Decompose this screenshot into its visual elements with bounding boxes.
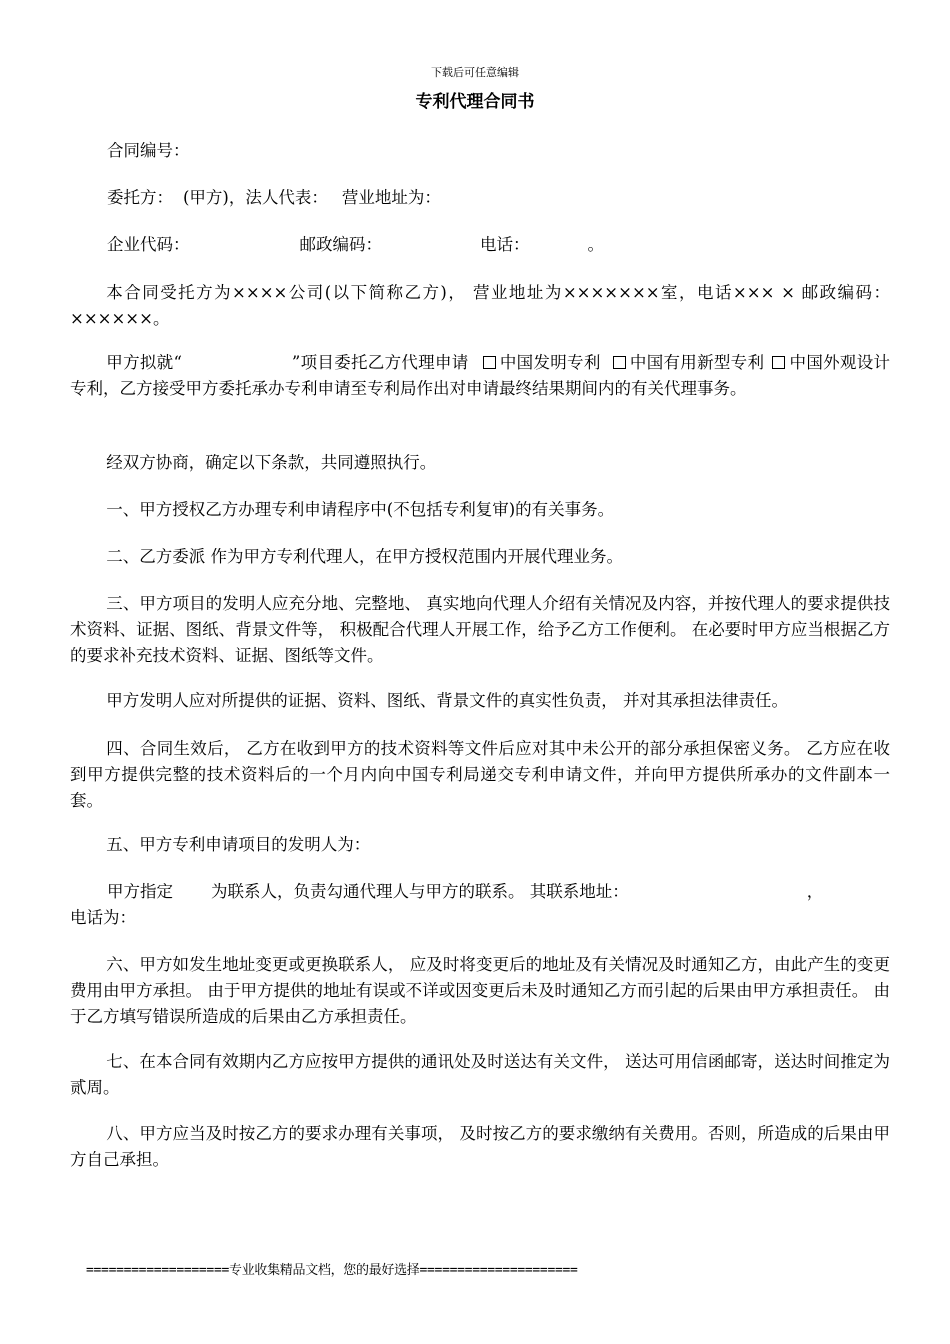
legal-rep-label: (甲方)，法人代表： bbox=[183, 188, 328, 207]
project-paragraph bbox=[70, 350, 890, 402]
page-title: 专利代理合同书 bbox=[415, 92, 535, 112]
clause-8: 八、甲方应当及时按乙方的要求办理有关事项， 及时按乙方的要求缴纳有关费用。否则，所造成的后果由甲方自己承担。 bbox=[70, 1124, 890, 1169]
negotiate-paragraph: 经双方协商，确定以下条款，共同遵照执行。 bbox=[106, 453, 437, 472]
project-text-1: 甲方拟就“ bbox=[106, 353, 182, 372]
contact-line bbox=[107, 879, 823, 905]
clause-2: 二、乙方委派 作为甲方专利代理人，在甲方授权范围内开展代理业务。 bbox=[106, 547, 624, 566]
clause-3-supplement: 甲方发明人应对所提供的证据、资料、图纸、背景文件的真实性负责， 并对其承担法律责任。 bbox=[106, 691, 789, 710]
clause-1: 一、甲方授权乙方办理专利申请程序中(不包括专利复审)的有关事务。 bbox=[106, 500, 615, 519]
design-option-label: 中国外观设计专利，乙方接受甲方委托承办专利申请至专利局作出对申请最终结果期间内的有关代理事务。 bbox=[70, 353, 891, 398]
clause-7: 七、在本合同有效期内乙方应按甲方提供的通讯处及时送达有关文件， 送达可用信函邮寄，送达时间推定为贰周。 bbox=[70, 1052, 890, 1097]
contact-text-2: 为联系人，负责勾通代理人与甲方的联系。 其联系地址： bbox=[211, 882, 629, 901]
contact-phone-line bbox=[70, 905, 136, 931]
contract-number-label: 合同编号： bbox=[107, 141, 190, 160]
invention-option-label: 中国发明专利 bbox=[499, 353, 601, 372]
period-mark: 。 bbox=[587, 235, 604, 254]
code-line bbox=[107, 232, 604, 258]
design-checkbox[interactable] bbox=[772, 356, 785, 369]
postal-code-label: 邮政编码： bbox=[299, 235, 382, 254]
clause-5: 五、甲方专利申请项目的发明人为： bbox=[106, 835, 371, 854]
phone-label: 电话： bbox=[480, 235, 530, 254]
agent-paragraph: 本合同受托方为××××公司(以下简称乙方)， 营业地址为×××××××室，电话××× × 邮政编码：××××××。 bbox=[70, 283, 890, 328]
header-note: 下载后可任意编辑 bbox=[431, 66, 519, 79]
clause-4: 四、合同生效后， 乙方在收到甲方的技术资料等文件后应对其中未公开的部分承担保密义务。 乙方应在收到甲方提供完整的技术资料后的一个月内向中国专利局递交专利申请文件，并向甲方提供所承办的文件副本一套。 bbox=[70, 739, 890, 810]
utility-model-option-label: 中国有用新型专利 bbox=[629, 353, 765, 372]
footer-banner: ===================专业收集精品文档，您的最好选择===================== bbox=[86, 1263, 578, 1278]
clause-3: 三、甲方项目的发明人应充分地、完整地、 真实地向代理人介绍有关情况及内容，并按代理人的要求提供技术资料、证据、图纸、背景文件等， 积极配合代理人开展工作，给予乙方工作便利。 在必要时甲方应当根据乙方的要求补充技术资料、证据、图纸等文件。 bbox=[70, 594, 890, 665]
enterprise-code-label: 企业代码： bbox=[107, 235, 190, 254]
utility-model-checkbox[interactable] bbox=[613, 356, 626, 369]
client-label: 委托方： bbox=[107, 188, 173, 207]
contact-text-1: 甲方指定 bbox=[107, 882, 173, 901]
business-address-label: 营业地址为： bbox=[341, 188, 441, 207]
contact-comma: ， bbox=[806, 882, 824, 901]
contract-number-line bbox=[107, 138, 190, 164]
clause-6: 六、甲方如发生地址变更或更换联系人， 应及时将变更后的地址及有关情况及时通知乙方，由此产生的变更费用由甲方承担。 由于甲方提供的地址有误或不详或因变更后未及时通知乙方而引起的后果由甲方承担责任。 由于乙方填写错误所造成的后果由乙方承担责任。 bbox=[70, 955, 890, 1026]
invention-checkbox[interactable] bbox=[483, 356, 496, 369]
project-text-2: ”项目委托乙方代理申请 bbox=[291, 353, 469, 372]
client-line bbox=[107, 185, 441, 211]
contact-phone-label: 电话为： bbox=[70, 908, 136, 927]
